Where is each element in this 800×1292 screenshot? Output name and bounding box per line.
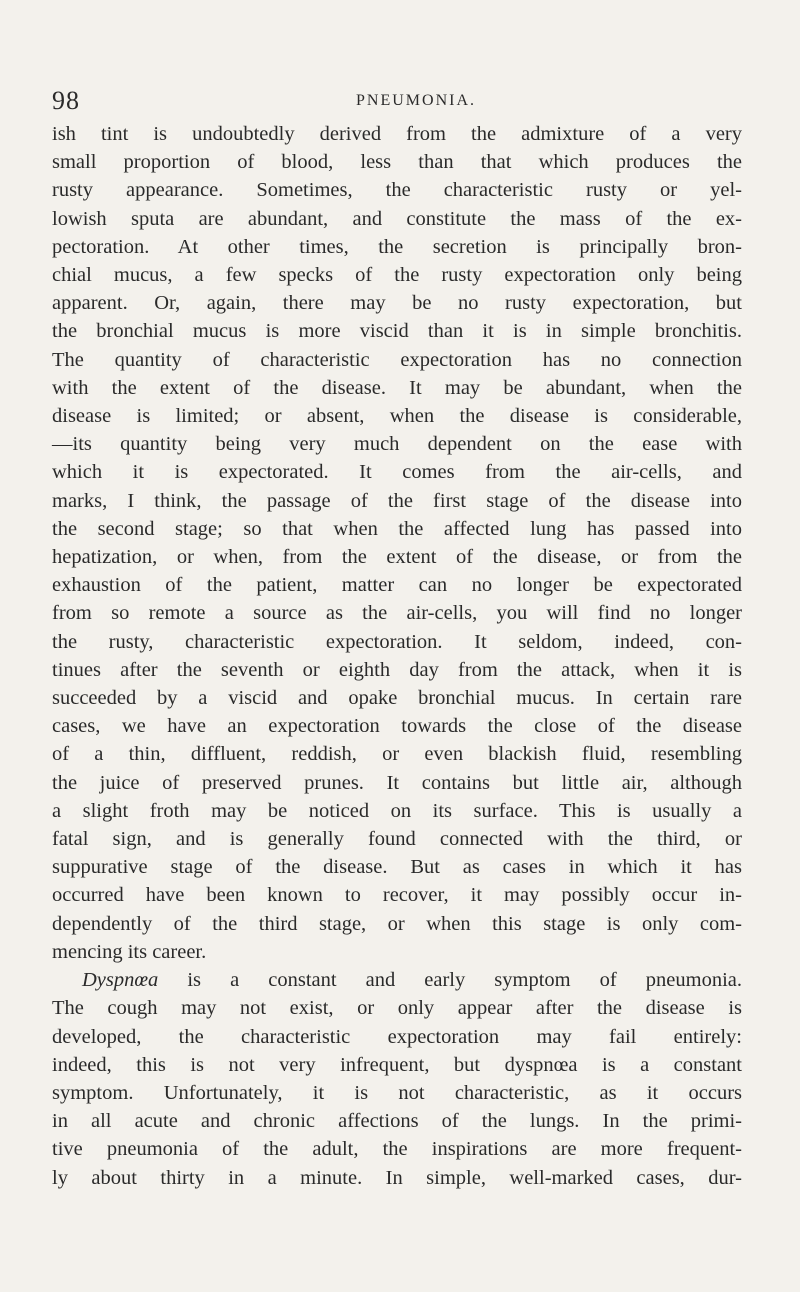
page-number: 98: [52, 86, 80, 115]
text-line: in all acute and chronic affections of the lungs. In the primi-: [52, 1110, 742, 1133]
text-line: which it is expectorated. It comes from the air-cells, and: [52, 461, 742, 484]
first-line-rest: is a constant and early symptom of pneumonia.: [158, 969, 742, 992]
text-line: chial mucus, a few specks of the rusty expectoration only being: [52, 264, 742, 287]
text-line: the second stage; so that when the affected lung has passed into: [52, 517, 742, 540]
paragraph-2: [52, 966, 742, 1192]
text-line: The quantity of characteristic expectoration has no connection: [52, 348, 742, 371]
text-line: pectoration. At other times, the secretion is principally bron-: [52, 235, 742, 258]
text-line: indeed, this is not very infrequent, but dyspnœa is a constant: [52, 1053, 742, 1076]
text-line: —its quantity being very much dependent on the ease with: [52, 433, 742, 456]
text-line: lowish sputa are abundant, and constitute the mass of the ex-: [52, 207, 742, 230]
dyspnoea-term: Dyspnœa: [82, 969, 159, 992]
text-line: mencing its career.: [52, 940, 207, 963]
running-head: PNEUMONIA.: [356, 92, 476, 109]
text-line: fatal sign, and is generally found connected with the third, or: [52, 828, 742, 851]
body-text: [52, 120, 742, 1192]
text-line: the rusty, characteristic expectoration. It seldom, indeed, con-: [52, 630, 742, 653]
text-line: the juice of preserved prunes. It contains but little air, although: [52, 771, 742, 794]
text-line: disease is limited; or absent, when the disease is considerable,: [52, 405, 742, 428]
text-line: suppurative stage of the disease. But as cases in which it has: [52, 856, 742, 879]
text-line: with the extent of the disease. It may be abundant, when the: [52, 376, 742, 399]
text-line: [52, 966, 742, 994]
text-line: occurred have been known to recover, it may possibly occur in-: [52, 884, 742, 907]
text-line: a slight froth may be noticed on its surface. This is usually a: [52, 799, 742, 822]
text-line: rusty appearance. Sometimes, the characteristic rusty or yel-: [52, 179, 742, 202]
text-line: ish tint is undoubtedly derived from the admixture of a very: [52, 123, 742, 145]
text-line: from so remote a source as the air-cells, you will find no longer: [52, 602, 742, 625]
text-line: exhaustion of the patient, matter can no longer be expectorated: [52, 574, 742, 597]
text-line: apparent. Or, again, there may be no rusty expectoration, but: [52, 292, 742, 315]
text-line: The cough may not exist, or only appear after the disease is: [52, 997, 742, 1020]
text-line: ly about thirty in a minute. In simple, well-marked cases, dur-: [52, 1166, 742, 1189]
text-line: dependently of the third stage, or when this stage is only com-: [52, 912, 742, 935]
text-line: tinues after the seventh or eighth day from the attack, when it is: [52, 658, 742, 681]
text-line: hepatization, or when, from the extent of the disease, or from the: [52, 546, 742, 569]
text-line: small proportion of blood, less than that which produces the: [52, 151, 742, 174]
paragraph-1: [52, 120, 742, 966]
text-line: marks, I think, the passage of the first stage of the disease into: [52, 489, 742, 512]
text-line: of a thin, diffluent, reddish, or even blackish fluid, resembling: [52, 743, 742, 766]
text-line: developed, the characteristic expectoration may fail entirely:: [52, 1025, 742, 1048]
text-line: symptom. Unfortunately, it is not characteristic, as it occurs: [52, 1081, 742, 1104]
text-line: the bronchial mucus is more viscid than it is in simple bronchitis.: [52, 320, 742, 343]
text-line: succeeded by a viscid and opake bronchial mucus. In certain rare: [52, 687, 742, 710]
text-line: cases, we have an expectoration towards the close of the disease: [52, 715, 742, 738]
text-line: tive pneumonia of the adult, the inspirations are more frequent-: [52, 1138, 742, 1161]
page-header: [52, 86, 740, 115]
